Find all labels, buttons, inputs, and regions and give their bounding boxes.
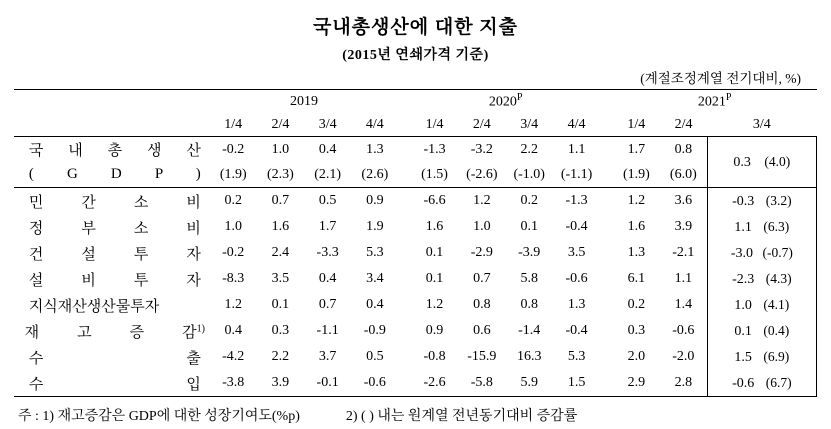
cell: 0.2: [210, 188, 257, 215]
cell: (-1.0): [513, 166, 545, 182]
cell: -3.9: [518, 245, 541, 260]
cell: (2.6): [361, 166, 389, 182]
header-year-row: [14, 90, 817, 114]
cell: 0.9: [425, 323, 444, 338]
gap: [398, 214, 411, 240]
cell: 3.7: [318, 349, 337, 364]
table-row: [14, 240, 817, 266]
cell: 1.3: [351, 137, 398, 163]
gap: [398, 188, 411, 215]
unit-note: (계절조정계열 전기대비, %): [640, 71, 801, 86]
row-label-private-consumption: 민 간 소 비: [14, 188, 210, 215]
gap: [600, 344, 613, 370]
cell: 0.4: [224, 323, 242, 338]
highlight-box-gdp: [707, 137, 816, 188]
header-gap-4: [600, 113, 613, 137]
cell: (1.9): [219, 166, 247, 182]
cell: 0.4: [318, 271, 337, 286]
cell-q3-paren: (6.7): [765, 374, 792, 390]
header-gap-1: [398, 90, 411, 114]
gap: [600, 266, 613, 292]
cell: 0.9: [351, 188, 398, 215]
cell-q3-group: [707, 188, 816, 215]
cell: 1.1: [674, 271, 693, 286]
cell: 1.6: [271, 219, 290, 234]
cell-q3: 1.5: [734, 349, 752, 365]
cell: 3.9: [257, 370, 304, 397]
gap: [600, 292, 613, 318]
gap: [398, 162, 411, 188]
cell: 1.6: [425, 219, 444, 234]
cell: 1.3: [627, 245, 646, 260]
cell: (1.5): [421, 166, 448, 182]
cell: -1.3: [553, 188, 600, 215]
cell-q3: -2.3: [732, 271, 755, 287]
cell: 5.3: [567, 349, 586, 364]
gap: [600, 137, 613, 163]
header-q-2021-1: 1/4: [627, 116, 646, 132]
table-row: [14, 162, 817, 188]
row-label-exports: 수 출: [28, 350, 201, 367]
cell: 2.4: [271, 245, 290, 260]
cell: -0.4: [565, 323, 588, 338]
row-label-ip-products-investment: 지식재산생산물투자: [28, 298, 160, 315]
table-row: [14, 344, 817, 370]
cell: 1.1: [553, 137, 600, 163]
cell: 0.2: [506, 188, 553, 215]
cell: -1.4: [518, 323, 541, 338]
cell: -0.2: [210, 137, 257, 163]
header-year-2021: $2021^P$: [613, 90, 817, 114]
table-row: [14, 214, 817, 240]
cell-q3: 1.1: [734, 219, 752, 235]
cell: 16.3: [516, 349, 542, 364]
cell: 1.2: [613, 188, 660, 215]
cell: (-2.6): [466, 166, 498, 182]
cell: 1.7: [318, 219, 337, 234]
cell-q3-paren: (6.3): [763, 218, 790, 234]
cell: 3.5: [567, 245, 586, 260]
cell: 0.8: [473, 297, 491, 312]
header-q-2020-1: 1/4: [425, 116, 444, 132]
header-q-2019-3: 3/4: [318, 116, 337, 132]
header-q-2020-4: 4/4: [567, 116, 586, 132]
cell-q3-group: [707, 318, 816, 344]
cell-q3-paren: (0.4): [763, 322, 790, 338]
cell: 0.4: [304, 137, 351, 163]
cell: -0.6: [565, 271, 588, 286]
cell-q3-paren: (4.1): [763, 296, 790, 312]
cell: -3.2: [458, 137, 505, 163]
gap: [398, 344, 411, 370]
table-row: [14, 318, 817, 344]
header-year-2020: $2020^P$: [411, 90, 600, 114]
cell: -15.9: [467, 349, 497, 364]
cell: 0.1: [425, 271, 444, 286]
cell: 1.9: [366, 219, 384, 234]
cell: 1.7: [613, 137, 660, 163]
table-row: [14, 292, 817, 318]
gap: [600, 370, 613, 397]
header-q-2019-1: 1/4: [224, 116, 243, 132]
cell: -6.6: [411, 188, 458, 215]
page-title: 국내총생산에 대한 지출: [312, 17, 519, 38]
cell: 3.4: [366, 271, 384, 286]
cell-q3-group: [707, 266, 816, 292]
footnote-marker: 1): [196, 322, 205, 334]
header-year-2019: 2019: [210, 90, 399, 114]
cell: (2.1): [314, 166, 342, 182]
cell: 0.7: [318, 297, 337, 312]
cell: 1.2: [224, 297, 242, 312]
cell-q3-group: [707, 214, 816, 240]
cell: 3.5: [271, 271, 290, 286]
cell: -3.8: [210, 370, 257, 397]
cell: 2.2: [506, 137, 553, 163]
cell: 0.8: [520, 297, 538, 312]
header-q-2019-4: 4/4: [365, 116, 384, 132]
cell: 6.1: [627, 271, 646, 286]
cell: 0.5: [304, 188, 351, 215]
cell: 0.1: [520, 219, 538, 234]
cell: 5.9: [506, 370, 553, 397]
table-row: [14, 266, 817, 292]
gap: [398, 292, 411, 318]
gap: [398, 318, 411, 344]
table-row: [14, 137, 817, 163]
cell: 1.2: [458, 188, 505, 215]
cell: 0.8: [660, 137, 707, 163]
cell: 1.3: [567, 297, 586, 312]
cell: -8.3: [222, 271, 245, 286]
cell: (6.0): [669, 166, 697, 182]
cell-q3-group: [707, 292, 816, 318]
cell: 1.0: [224, 219, 242, 234]
cell: -0.8: [423, 349, 446, 364]
cell: 0.1: [425, 245, 444, 260]
cell: 0.5: [366, 349, 384, 364]
cell: (1.9): [622, 166, 650, 182]
gap: [398, 137, 411, 163]
footnotes: [14, 405, 817, 425]
cell-q3: -0.6: [732, 375, 755, 391]
gap: [600, 240, 613, 266]
cell-q3-group: [707, 370, 816, 397]
header-q-2019-2: 2/4: [271, 116, 290, 132]
cell: -2.6: [411, 370, 458, 397]
cell: 2.0: [627, 349, 646, 364]
gap: [398, 370, 411, 397]
footnote-2: 2) ( ) 내는 원계열 전년동기대비 증감률: [345, 409, 578, 424]
cell: 1.2: [425, 297, 444, 312]
row-label-gdp: 국 내 총 생 산: [14, 137, 210, 163]
cell: 2.8: [660, 370, 707, 397]
table-row: [14, 188, 817, 215]
gap: [600, 214, 613, 240]
cell: 0.1: [271, 297, 290, 312]
row-label-construction-investment: 건 설 투 자: [28, 246, 201, 263]
cell: -0.1: [304, 370, 351, 397]
cell: 2.9: [613, 370, 660, 397]
cell-q3: 0.1: [734, 323, 752, 339]
cell: -0.6: [672, 323, 695, 338]
cell-q3-paren: (6.9): [763, 348, 790, 364]
cell: 5.8: [520, 271, 538, 286]
cell: 0.4: [366, 297, 384, 312]
row-label-imports: 수 입: [14, 370, 210, 397]
cell: (-1.1): [560, 166, 593, 182]
gap: [600, 318, 613, 344]
gap: [398, 240, 411, 266]
cell: 3.9: [674, 219, 693, 234]
cell: 0.3: [627, 323, 646, 338]
header-corner-2: [14, 113, 210, 137]
cell: -0.9: [363, 323, 386, 338]
cell: -0.4: [565, 219, 588, 234]
header-q-2020-2: 2/4: [472, 116, 491, 132]
header-gap-3: [398, 113, 411, 137]
cell-q3-paren: (-0.7): [762, 244, 793, 260]
gdp-expenditure-table: [14, 89, 817, 397]
cell: (2.3): [267, 166, 294, 182]
cell-q3-gdp: 0.3: [733, 154, 751, 170]
header-quarter-row: [14, 113, 817, 137]
cell-q3-group: [707, 240, 816, 266]
header-q-2021-3: 3/4: [752, 116, 771, 132]
cell-q3-gdp-paren: (4.0): [764, 153, 791, 169]
cell: -2.0: [672, 349, 695, 364]
cell: 1.4: [674, 297, 693, 312]
cell: -5.8: [458, 370, 505, 397]
footnote-1: 주 : 1) 재고증감은 GDP에 대한 성장기여도(%p): [18, 409, 300, 424]
gap: [600, 162, 613, 188]
cell: -0.6: [351, 370, 398, 397]
header-gap-2: [600, 90, 613, 114]
table-row: [14, 370, 817, 397]
header-q-2021-2: 2/4: [674, 116, 693, 132]
cell: -1.1: [316, 323, 339, 338]
cell: 5.3: [366, 245, 384, 260]
cell: 0.3: [271, 323, 290, 338]
cell: -2.9: [470, 245, 493, 260]
gap: [398, 266, 411, 292]
page-subtitle: (2015년 연쇄가격 기준): [342, 48, 489, 63]
cell: 3.6: [660, 188, 707, 215]
row-label-inventory-change: 재 고 증 감$^{1)}$: [24, 322, 205, 341]
cell: 1.5: [553, 370, 600, 397]
gap: [600, 188, 613, 215]
header-corner: [14, 90, 210, 114]
cell: 1.6: [627, 219, 646, 234]
cell: -2.1: [672, 245, 695, 260]
row-label-gdp-sub: ( G D P ): [28, 166, 201, 182]
cell: 0.7: [473, 271, 491, 286]
cell-q3: -0.3: [732, 193, 755, 209]
cell: 1.0: [257, 137, 304, 163]
cell-q3-paren: (4.3): [765, 270, 792, 286]
cell: -1.3: [411, 137, 458, 163]
cell: -4.2: [222, 349, 245, 364]
cell: -0.2: [222, 245, 245, 260]
cell: 0.2: [627, 297, 646, 312]
cell-q3: -3.0: [730, 245, 753, 261]
cell-q3-paren: (3.2): [765, 192, 792, 208]
cell: -3.3: [316, 245, 339, 260]
cell-q3-group: [707, 344, 816, 370]
cell: 2.2: [271, 349, 290, 364]
row-label-facilities-investment: 설 비 투 자: [28, 272, 201, 289]
cell: 0.7: [257, 188, 304, 215]
cell-q3: 1.0: [734, 297, 752, 313]
header-q-2020-3: 3/4: [520, 116, 539, 132]
cell: 0.6: [473, 323, 491, 338]
cell: 1.0: [473, 219, 491, 234]
row-label-government-consumption: 정 부 소 비: [28, 220, 201, 237]
